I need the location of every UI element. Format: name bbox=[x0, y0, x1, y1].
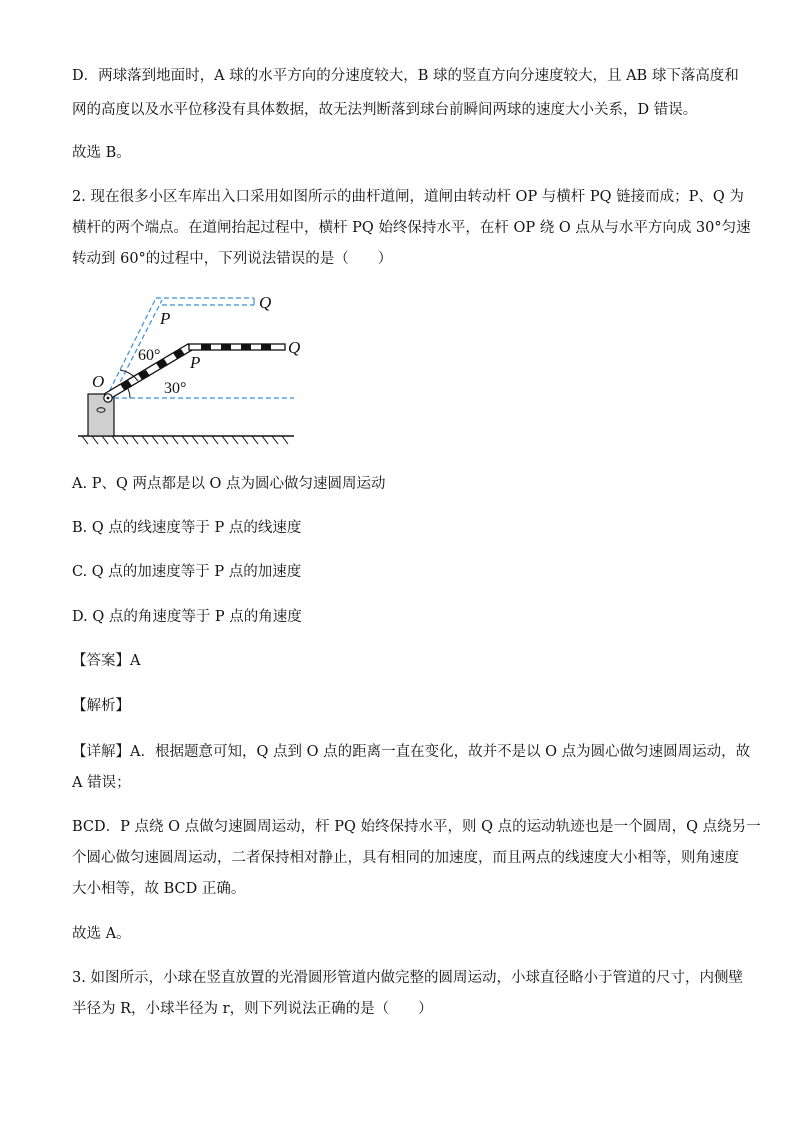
q2-analysis-tag: 【解析】 bbox=[72, 698, 130, 714]
q2-option-a: A. P、Q 两点都是以 O 点为圆心做匀速圆周运动 bbox=[72, 476, 386, 492]
label-p-upper: P bbox=[160, 309, 171, 328]
answer-tag: 【答案】 bbox=[72, 653, 130, 669]
bar-pq-lower bbox=[189, 344, 285, 350]
label-angle-30: 30° bbox=[164, 380, 187, 397]
label-o: O bbox=[92, 372, 105, 391]
q2-answer-line bbox=[72, 651, 140, 671]
detail-text-1: A．根据题意可知，Q 点到 O 点的距离一直在变化，故并不是以 O 点为圆心做匀速圆周运动，故 bbox=[130, 744, 751, 760]
q2-choose: 故选 A。 bbox=[72, 926, 131, 942]
q2-detail-line1 bbox=[72, 742, 750, 762]
q2-option-d: D. Q 点的角速度等于 P 点的角速度 bbox=[72, 609, 302, 625]
prev-option-d-line1: D．两球落到地面时，A 球的水平方向的分速度较大，B 球的竖直方向分速度较大，且 AB 球下落高度和 bbox=[72, 68, 739, 84]
label-p-lower: P bbox=[190, 353, 201, 372]
detail-tag: 【详解】 bbox=[72, 744, 130, 760]
q2-stem-line1: 2. 现在很多小区车库出入口采用如图所示的曲杆道闸，道闸由转动杆 OP 与横杆 PQ 链接而成；P、Q 为 bbox=[72, 189, 744, 205]
label-q-upper: Q bbox=[259, 293, 272, 312]
q2-bcd-line3: 大小相等，故 BCD 正确。 bbox=[72, 881, 246, 897]
ground-hatching bbox=[82, 436, 288, 444]
q2-detail-line2: A 错误； bbox=[72, 775, 131, 791]
barrier-gate-figure bbox=[72, 286, 302, 448]
label-angle-60: 60° bbox=[138, 347, 161, 364]
q2-stem-line2: 横杆的两个端点。在道闸抬起过程中，横杆 PQ 始终保持水平，在杆 OP 绕 O 点从与水平方向成 30°匀速 bbox=[72, 220, 751, 236]
q3-stem-line1: 3. 如图所示，小球在竖直放置的光滑圆形管道内做完整的圆周运动，小球直径略小于管道的尺寸，内侧壁 bbox=[72, 970, 743, 986]
angle-arc-30 bbox=[127, 387, 130, 398]
q2-bcd-line2: 个圆心做匀速圆周运动，二者保持相对静止，具有相同的加速度，而且两点的线速度大小相等，则角速度 bbox=[72, 850, 739, 866]
q2-option-b: B. Q 点的线速度等于 P 点的线速度 bbox=[72, 520, 302, 536]
q2-bcd-line1: BCD．P 点绕 O 点做匀速圆周运动，杆 PQ 始终保持水平，则 Q 点的运动轨迹也是一个圆周，Q 点绕另一 bbox=[72, 819, 761, 835]
q2-option-c: C. Q 点的加速度等于 P 点的加速度 bbox=[72, 564, 302, 580]
prev-choose: 故选 B。 bbox=[72, 145, 131, 161]
answer-value: A bbox=[130, 653, 141, 669]
label-q-lower: Q bbox=[288, 338, 301, 357]
q3-stem-line2: 半径为 R，小球半径为 r，则下列说法正确的是（ ） bbox=[72, 1001, 433, 1017]
q2-stem-line3: 转动到 60°的过程中，下列说法错误的是（ ） bbox=[72, 251, 393, 267]
prev-option-d-line2: 网的高度以及水平位移没有具体数据，故无法判断落到球台前瞬间两球的速度大小关系，D 错误。 bbox=[72, 102, 698, 118]
